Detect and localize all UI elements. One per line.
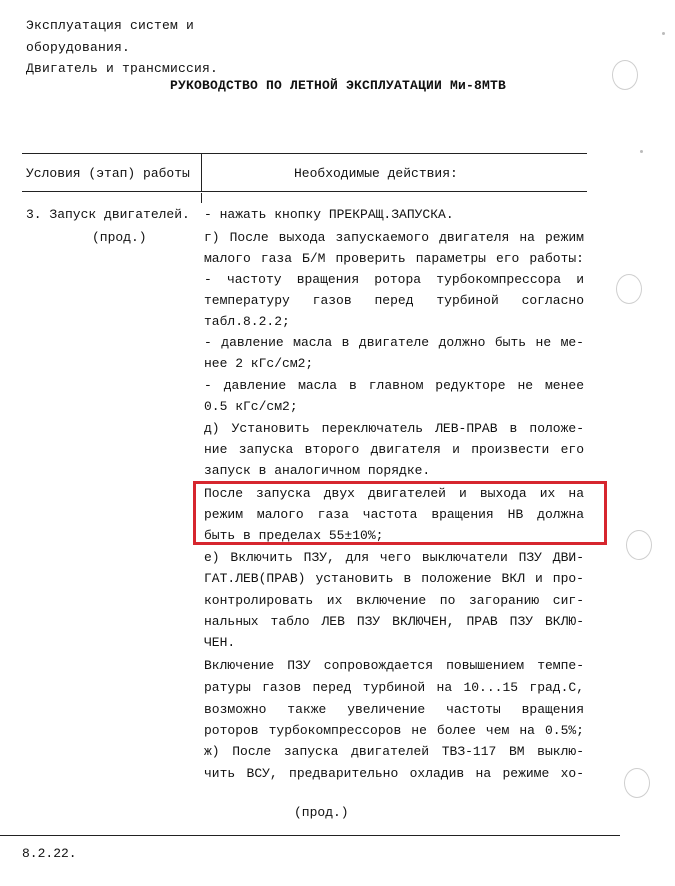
document-title: РУКОВОДСТВО ПО ЛЕТНОЙ ЭКСПЛУАТАЦИИ Ми-8МТВ bbox=[170, 78, 507, 93]
action-line: г) После выхода запускаемого двигателя на режим bbox=[204, 230, 584, 245]
highlighted-action-line: После запуска двух двигателей и выхода их на bbox=[204, 486, 584, 501]
conditions-column-header: Условия (этап) работы bbox=[26, 166, 190, 181]
action-line: 0.5 кГс/см2; bbox=[204, 399, 298, 414]
action-line: - нажать кнопку ПРЕКРАЩ.ЗАПУСКА. bbox=[204, 207, 454, 222]
highlighted-action-line: режим малого газа частота вращения НВ должна bbox=[204, 507, 584, 522]
section-header-line-2: оборудования. bbox=[26, 40, 131, 55]
action-line: - давление масла в главном редукторе не менее bbox=[204, 378, 584, 393]
action-line: ние запуска второго двигателя и произвести его bbox=[204, 442, 584, 457]
action-line: е) Включить ПЗУ, для чего выключатели ПЗУ ДВИ- bbox=[204, 550, 584, 565]
header-column-divider bbox=[201, 154, 202, 192]
action-line: возможно также увеличение частоты вращения bbox=[204, 702, 584, 717]
action-line: Включение ПЗУ сопровождается повышением темпе- bbox=[204, 658, 584, 673]
action-line: ратуры газов перед турбиной на 10...15 град.С, bbox=[204, 680, 584, 695]
highlighted-action-line: быть в пределах 55±10%; bbox=[204, 528, 384, 543]
action-line: чить ВСУ, предварительно охладив на режиме хо- bbox=[204, 766, 584, 781]
action-line: ж) После запуска двигателей ТВЗ-117 ВМ выклю- bbox=[204, 744, 584, 759]
action-line: температуру газов перед турбиной согласно bbox=[204, 293, 584, 308]
section-header-line-1: Эксплуатация систем и bbox=[26, 18, 195, 33]
action-line: ГАТ.ЛЕВ(ПРАВ) установить в положение ВКЛ и про- bbox=[204, 571, 584, 586]
action-line: роторов турбокомпрессоров не более чем на 0.5%; bbox=[204, 723, 584, 738]
action-line: запуск в аналогичном порядке. bbox=[204, 463, 431, 478]
header-column-divider-tail bbox=[201, 193, 202, 203]
action-line: нальных табло ЛЕВ ПЗУ ВКЛЮЧЕН, ПРАВ ПЗУ ВКЛЮ- bbox=[204, 614, 584, 629]
binder-hole-mark bbox=[624, 768, 650, 798]
scan-speck bbox=[662, 32, 665, 35]
table-header-rule bbox=[22, 191, 587, 192]
stage-title: 3. Запуск двигателей. bbox=[26, 207, 190, 222]
table-top-rule bbox=[22, 153, 587, 154]
page-number: 8.2.22. bbox=[22, 846, 77, 861]
action-line: ЧЕН. bbox=[204, 635, 236, 650]
action-line: д) Установить переключатель ЛЕВ-ПРАВ в положе- bbox=[204, 421, 584, 436]
binder-hole-mark bbox=[626, 530, 652, 560]
stage-continued-label: (прод.) bbox=[92, 230, 147, 245]
scan-speck bbox=[640, 150, 643, 153]
action-line: контролировать их включение по загоранию сиг- bbox=[204, 593, 584, 608]
action-line: табл.8.2.2; bbox=[204, 314, 290, 329]
continued-marker: (прод.) bbox=[294, 805, 349, 820]
binder-hole-mark bbox=[616, 274, 642, 304]
action-line: нее 2 кГс/см2; bbox=[204, 356, 314, 371]
action-line: малого газа Б/М проверить параметры его работы: bbox=[204, 251, 584, 266]
action-line: - частоту вращения ротора турбокомпрессора и bbox=[204, 272, 584, 287]
binder-hole-mark bbox=[612, 60, 638, 90]
section-header-line-3: Двигатель и трансмиссия. bbox=[26, 61, 219, 76]
footer-rule bbox=[0, 835, 620, 836]
actions-column-header: Необходимые действия: bbox=[294, 166, 458, 181]
action-line: - давление масла в двигателе должно быть не ме- bbox=[204, 335, 584, 350]
